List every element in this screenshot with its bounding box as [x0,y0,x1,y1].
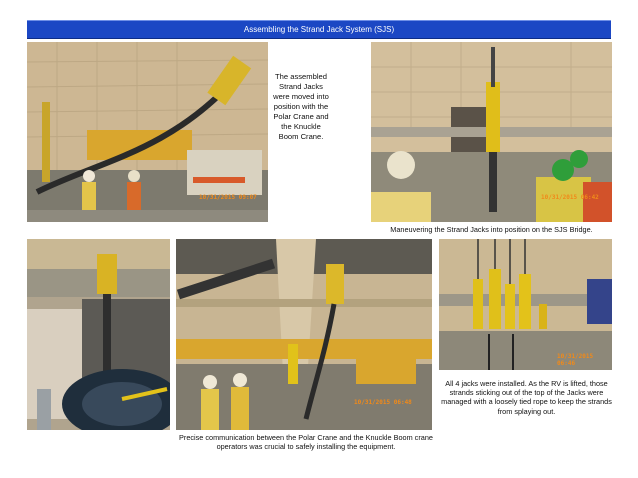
caption-bottom-center: Precise communication between the Polar Crane and the Knuckle Boom crane operators was crucial to safely installing the equipment. [179,433,433,452]
photo-timestamp: 10/31/2015 06:42 [541,194,599,201]
caption-bottom-right: All 4 jacks were installed. As the RV is lifted, those strands sticking out of the top of the Jacks were managed with a loosely tied rope to keep the strands from splaying out. [441,379,612,416]
photo-timestamp: 10/31/2015 06:48 [354,399,412,406]
caption-top-left: The assembled Strand Jacks were moved into position with the Polar Crane and the Knuckle Boom Crane. [273,72,329,141]
photo-timestamp: 10/31/2015 09:07 [199,194,257,201]
photo-maneuvering-jacks [371,42,612,222]
page-title: Assembling the Strand Jack System (SJS) [27,20,611,39]
photo-jack-overhead [27,239,170,430]
photo-timestamp: 10/31/2015 06:46 [557,353,594,367]
photo-crane-operators [176,239,432,430]
photo-four-jacks-installed [439,239,612,370]
photo-strand-jacks-moved [27,42,268,222]
caption-top-right: Maneuvering the Strand Jacks into position on the SJS Bridge. [390,225,593,234]
